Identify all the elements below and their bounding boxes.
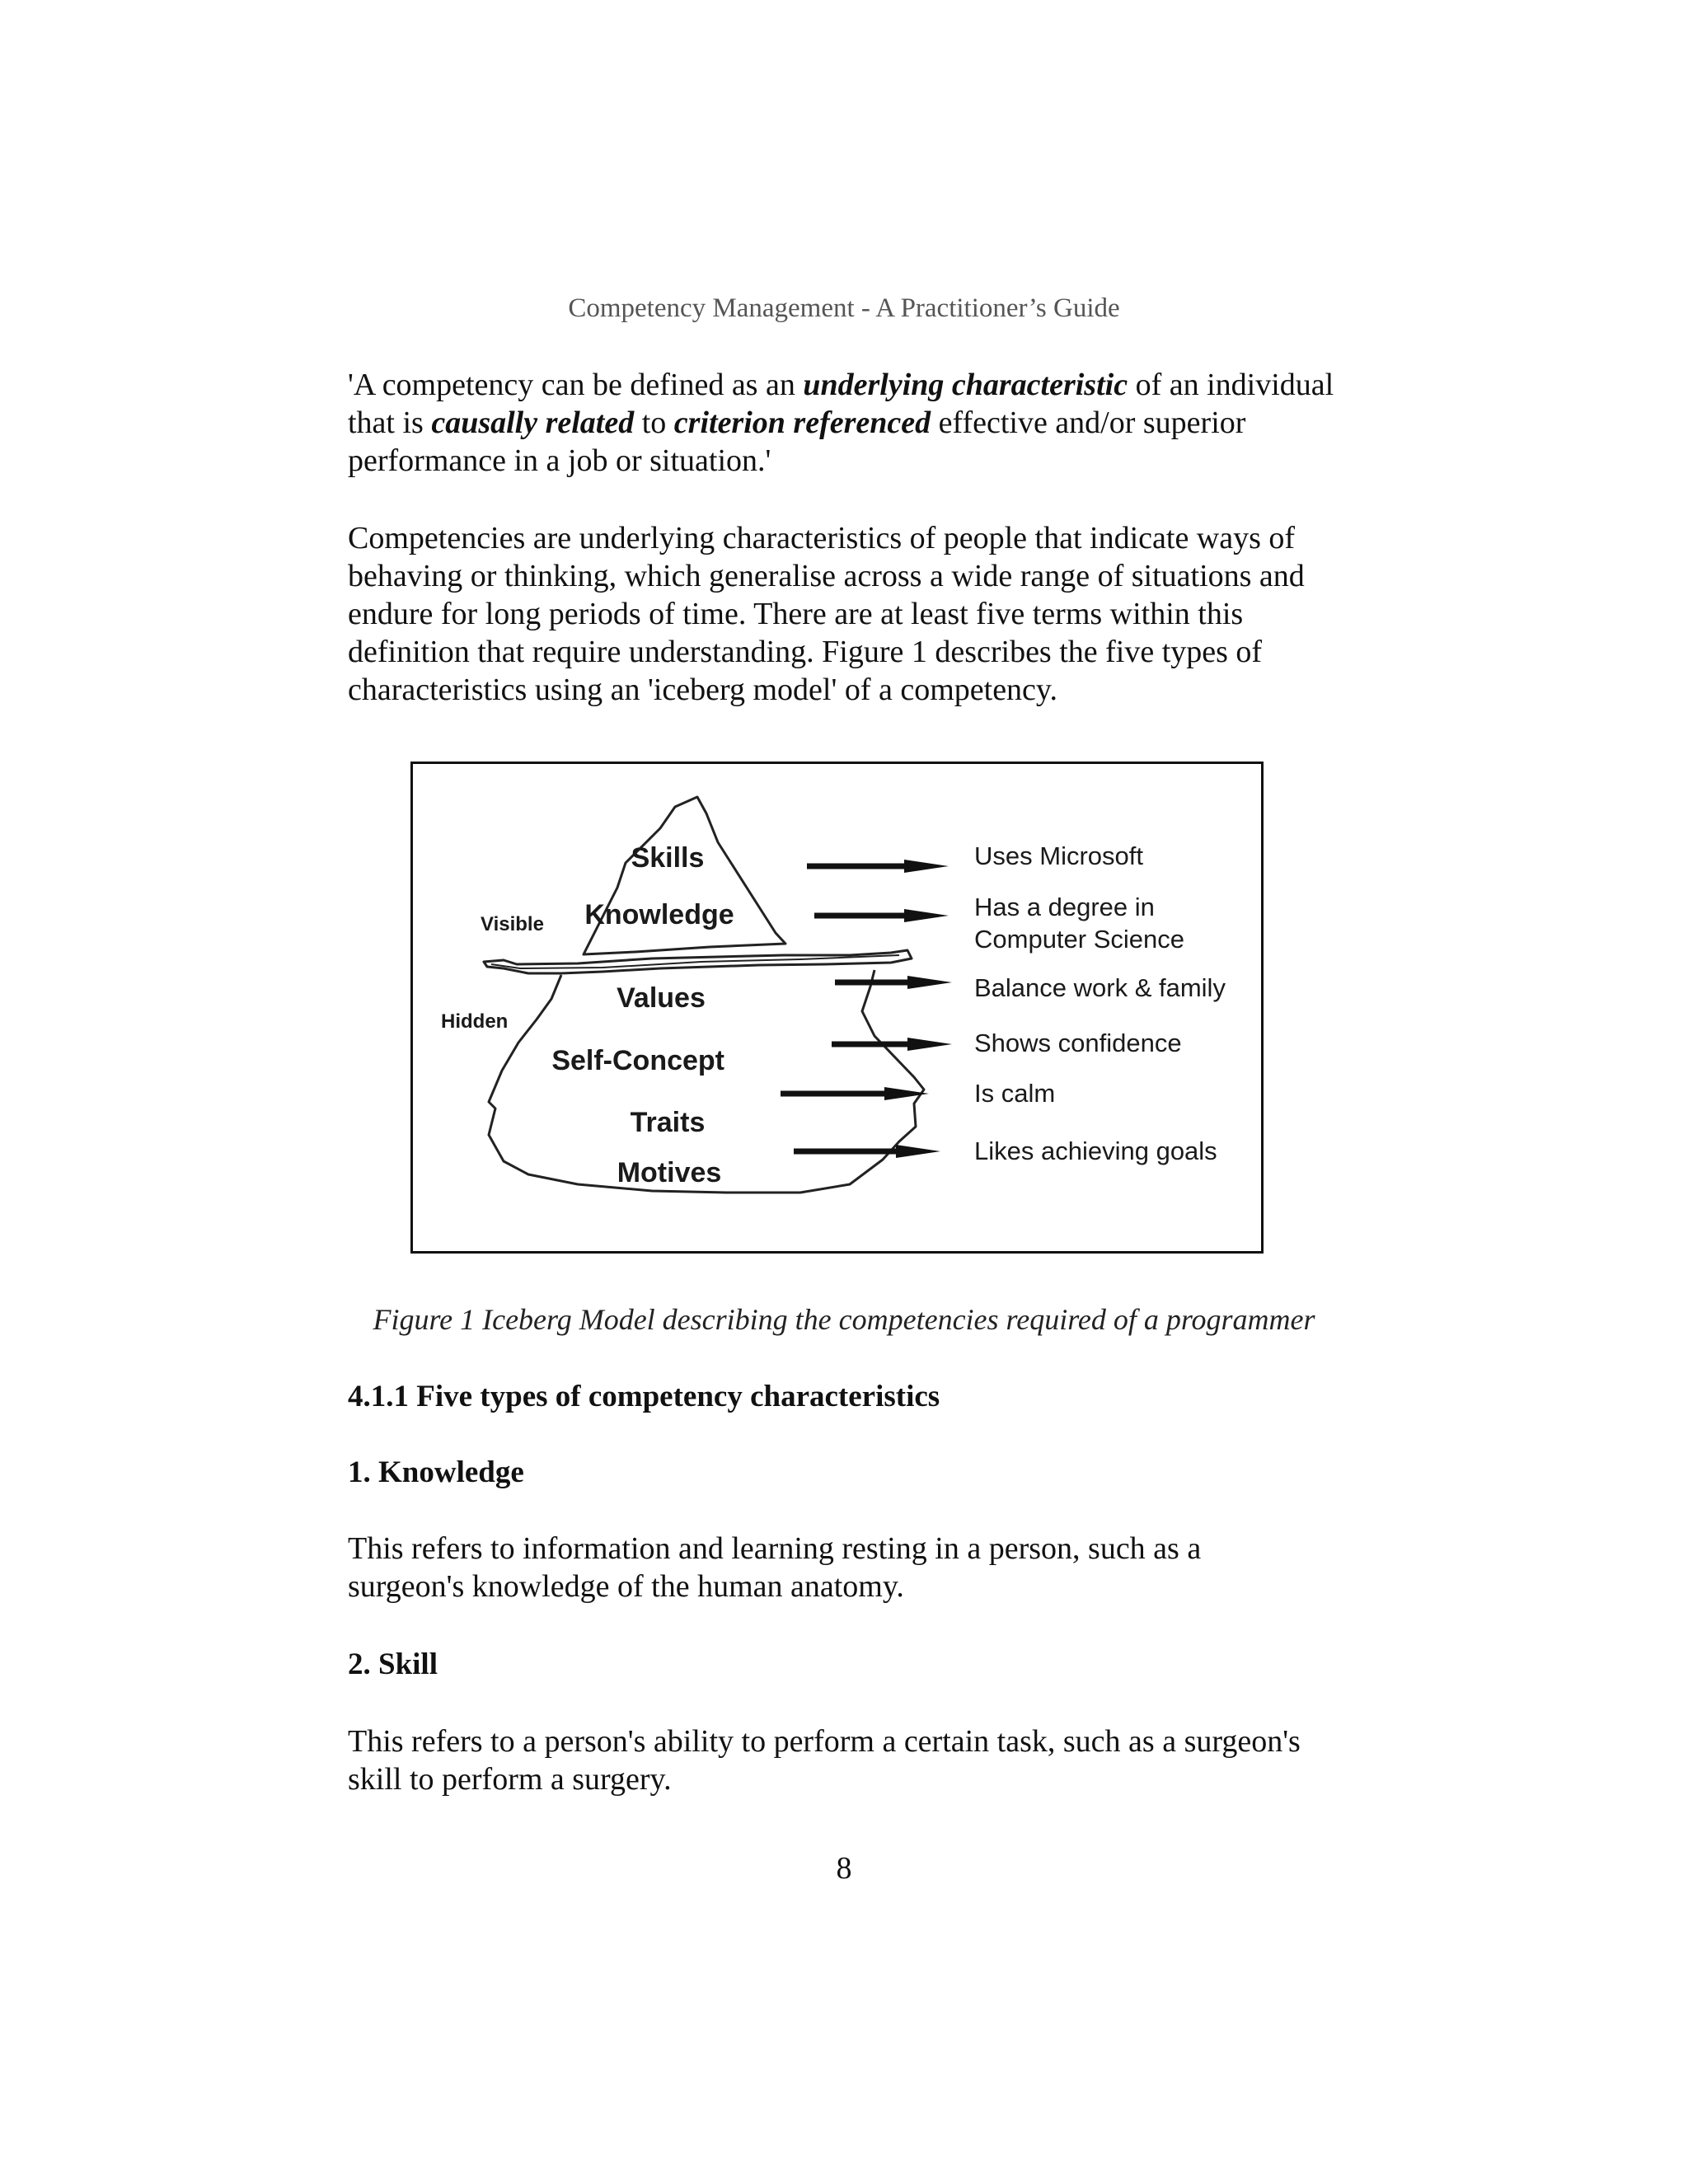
arrow-self-concept-head (907, 1038, 952, 1051)
iceberg-diagram (413, 764, 1261, 1251)
example-degree-line2: Computer Science (974, 925, 1185, 954)
figure-caption: Figure 1 Iceberg Model describing the competencies required of a programmer (373, 1303, 1315, 1336)
example-likes-achieving-goals: Likes achieving goals (974, 1137, 1217, 1165)
example-degree-line1: Has a degree in (974, 893, 1155, 921)
page-number: 8 (836, 1851, 852, 1886)
hidden-label: Hidden (441, 1010, 509, 1033)
item-knowledge-body: This refers to information and learning resting in a person, such as a surgeon's knowledge of the human anatomy. (348, 1531, 1202, 1604)
item-knowledge-title: 1. Knowledge (348, 1455, 524, 1489)
definition-quote (348, 366, 1370, 480)
example-is-calm: Is calm (974, 1079, 1056, 1108)
definition-text-4: effective and/or superior performance in a job or situation.' (348, 405, 1246, 478)
arrow-motives-head (896, 1145, 940, 1158)
iceberg-tip-outline (584, 797, 785, 954)
layer-knowledge: Knowledge (584, 899, 734, 930)
visible-label: Visible (481, 913, 544, 935)
layer-motives: Motives (617, 1157, 722, 1188)
layer-skills: Skills (631, 842, 705, 874)
definition-text-1: 'A competency can be defined as an (348, 368, 804, 402)
item-skill-title: 2. Skill (348, 1647, 438, 1681)
arrow-skills-head (904, 860, 949, 873)
iceberg-figure (410, 762, 1264, 1254)
layer-traits: Traits (630, 1107, 706, 1138)
layer-values: Values (617, 982, 706, 1014)
item-skill-body: This refers to a person's ability to perform a certain task, such as a surgeon's skill to perform a surgery. (348, 1724, 1301, 1797)
definition-emphasis-underlying: underlying characteristic (803, 368, 1128, 402)
example-balance-work-family: Balance work & family (974, 973, 1226, 1002)
section-heading: 4.1.1 Five types of competency characteristics (348, 1380, 940, 1413)
definition-emphasis-criterion: criterion referenced (673, 405, 931, 440)
arrow-knowledge-head (904, 909, 949, 922)
definition-text-2: of an individual that is (348, 368, 1334, 440)
example-uses-microsoft: Uses Microsoft (974, 841, 1143, 870)
definition-text-3: to (634, 405, 674, 440)
running-header: Competency Management - A Practitioner’s Guide (568, 293, 1120, 323)
arrow-values-head (907, 976, 952, 989)
example-shows-confidence: Shows confidence (974, 1029, 1182, 1057)
layer-self-concept: Self-Concept (551, 1045, 724, 1076)
definition-emphasis-causal: causally related (431, 405, 635, 440)
intro-paragraph: Competencies are underlying characteristics of people that indicate ways of behaving or thinking, which generalise across a wide range of situations and endure for long periods of time. There are at least five terms within this definition that require understanding. Figure 1 describes the five types of characteristics using an 'iceberg model' of a competency. (348, 521, 1305, 707)
